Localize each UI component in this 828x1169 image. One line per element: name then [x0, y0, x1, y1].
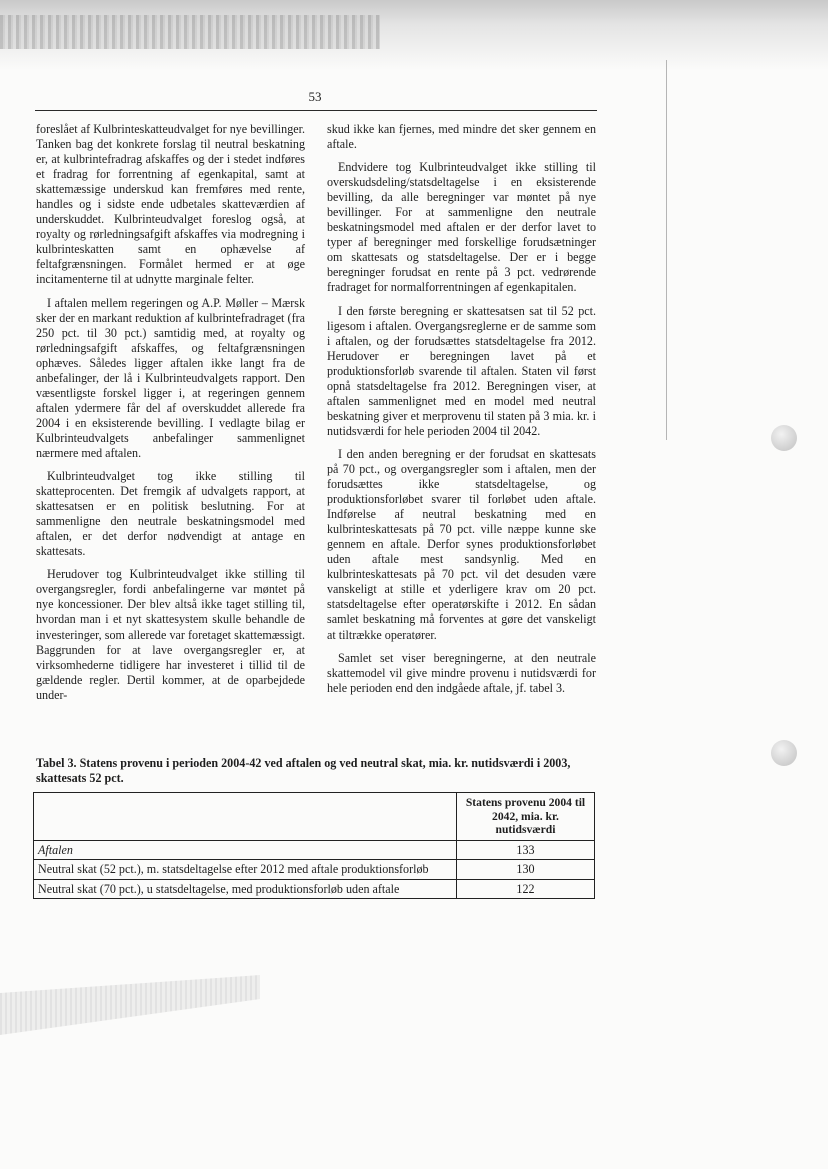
scan-artifact-top: [0, 15, 380, 49]
left-column: [36, 122, 305, 711]
table-caption: Tabel 3. Statens provenu i perioden 2004-42 ved aftalen og ved neutral skat, mia. kr. nutidsværdi i 2003, skattesats 52 pct.: [36, 756, 571, 785]
table-header-row: [34, 793, 595, 841]
scan-artifact-bottom: [0, 975, 260, 1035]
left-paragraph-1: foreslået af Kulbrinteskatteudvalget for nye bevillinger. Tanken bag det konkrete forslag til neutral beskatning er, at kulbrintefradrag afskaffes og der i stedet indføres et fradrag for forrentning af egenkapital, samt at skattemæssige underskud kan fremføres med rente, handles og i sidste ende udbetales skatteværdien af underskuddet. Kulbrinteudvalget foreslog også, at royalty og rørledningsafgift afskaffes via modregning i kulbrinteskatten samt en ophævelse af feltafgrænsningen. Formålet hermed er at øge incitamenterne til at udnytte marginale felter.: [36, 122, 305, 287]
table-header-value: Statens provenu 2004 til 2042, mia. kr. nutidsværdi: [457, 793, 595, 841]
right-paragraph-1: skud ikke kan fjernes, med mindre det sker gennem en aftale.: [327, 122, 596, 152]
right-column: [327, 122, 596, 704]
right-paragraph-5: Samlet set viser beregningerne, at den neutrale skattemodel vil give mindre provenu i nutidsværdi for hele perioden end den indgåede aftale, jf. tabel 3.: [327, 650, 596, 695]
punch-hole-lower: [771, 740, 797, 766]
header-rule: [35, 110, 597, 111]
table-row-value: 122: [457, 879, 595, 899]
table-row-label: Aftalen: [34, 840, 457, 860]
table-row: [34, 860, 595, 880]
table-row: [34, 879, 595, 899]
table-header-blank: [34, 793, 457, 841]
scan-edge-line: [666, 60, 667, 440]
revenue-table: [33, 792, 595, 899]
table-row-label: Neutral skat (52 pct.), m. statsdeltagelse efter 2012 med aftale produktionsforløb: [34, 860, 457, 880]
left-paragraph-2: I aftalen mellem regeringen og A.P. Møller – Mærsk sker der en markant reduktion af kulbrintefradraget (fra 250 pct. til 30 pct.) samtidig med, at royalty og rørledningsafgift afskaffes, og feltafgrænsningen ophæves. Således ligger aftalen ikke langt fra de anbefalinger, der lå i Kulbrinteudvalgets rapport. Den væsentligste forskel ligger i, at regeringen gennem aftalen ydermere får del af overskuddet allerede fra 2004 i en eksisterende bevilling. I vedlagte bilag er Kulbrinteudvalgets anbefalinger sammenlignet nærmere med aftalen.: [36, 295, 305, 460]
page-number: 53: [308, 89, 322, 104]
right-paragraph-2: Endvidere tog Kulbrinteudvalget ikke stilling til overskudsdeling/statsdeltagelse i en eksisterende bevilling, da alle beregninger var møntet på nye bevillinger. For at sammenligne den neutrale beskatningsmodel med aftalen er der derfor lavet to typer af beregninger med forskellige forudsætninger om skattesats og statsdeltagelse. Der er i begge beregninger forudsat en rente på 3 pct. vedrørende fradraget for normalforrentningen af egenkapitalen.: [327, 160, 596, 295]
right-paragraph-3: I den første beregning er skattesatsen sat til 52 pct. ligesom i aftalen. Overgangsreglerne er de samme som i aftalen, og der forudsættes statsdeltagelse fra 2012. Herudover er beregningen lavet på et produktionsforløb svarende til aftalen. Staten vil først opnå statsdeltagelse fra 2012. Beregningen viser, at aftalen sammenlignet med en model med neutral beskatning giver et merprovenu til staten på 3 mia. kr. i nutidsværdi for hele perioden 2004 til 2042.: [327, 303, 596, 438]
left-paragraph-3: Kulbrinteudvalget tog ikke stilling til skatteprocenten. Det fremgik af udvalgets rapport, at skattesatsen er en politisk beslutning. For at sammenligne den neutrale beskatningsmodel med aftalen, er det derfor nødvendigt at antage en skattesats.: [36, 469, 305, 559]
left-paragraph-4: Herudover tog Kulbrinteudvalget ikke stilling til overgangsregler, fordi anbefalingerne var møntet på nye koncessioner. Der blev altså ikke taget stilling til, hvordan man i et nyt skattesystem skulle behandle de investeringer, som allerede var foretaget skattemæssigt. Baggrunden for at lave overgangsregler er, at virksomhederne tidligere har investeret i tillid til de gældende regler. Dertil kommer, at de oparbejdede under-: [36, 567, 305, 702]
table-row-value: 133: [457, 840, 595, 860]
table-row: [34, 840, 595, 860]
table-row-label: Neutral skat (70 pct.), u statsdeltagelse, med produktionsforløb uden aftale: [34, 879, 457, 899]
table-row-value: 130: [457, 860, 595, 880]
right-paragraph-4: I den anden beregning er der forudsat en skattesats på 70 pct., og overgangsregler som i aftalen, men der forudsættes ikke statsdeltagelse, og produktionsforløbet svarer til forløbet uden aftale. Indførelse af neutral beskatning med en kulbrinteskattesats på 70 pct. ville næppe kunne ske gennem en aftale. Derfor synes produktionsforløbet uden aftale mest sandsynlig. Med en kulbrinteskattesats på 70 pct. vil det desuden være vanskeligt at stille et yderligere krav om 20 pct. statsdeltagelse efter operatørskifte i 2012. En sådan samlet beskatning må forventes at gøre det vanskeligt at tiltrække operatører.: [327, 446, 596, 642]
punch-hole-upper: [771, 425, 797, 451]
